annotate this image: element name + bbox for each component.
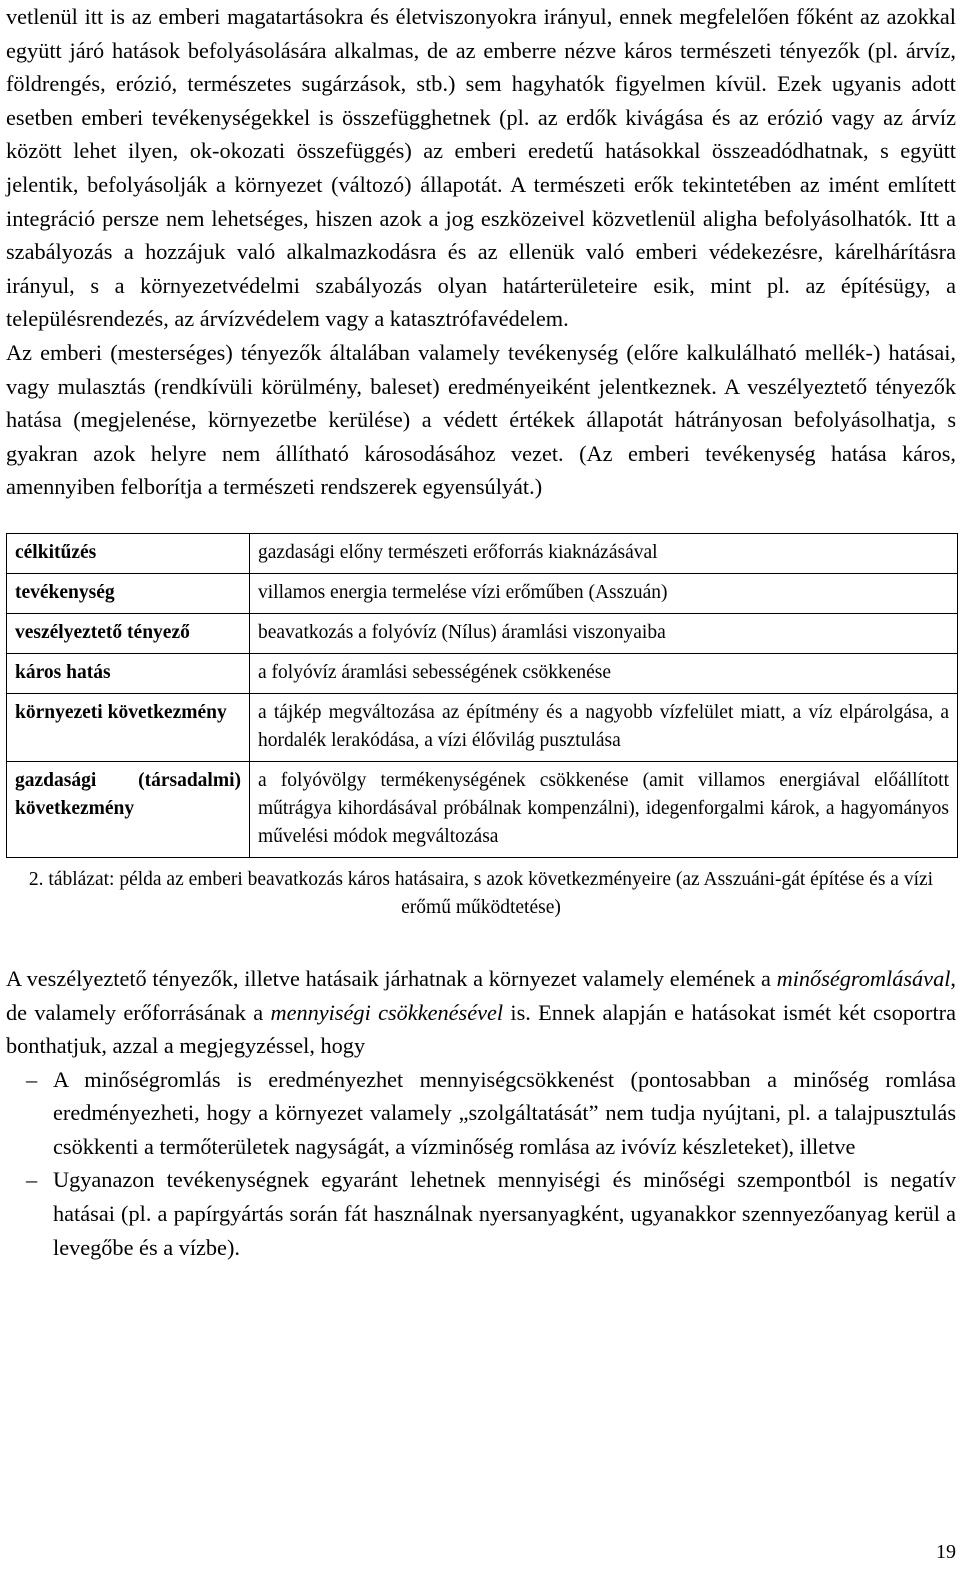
list-item-text: Ugyanazon tevékenységnek egyaránt lehetnek mennyiségi és minőségi szempontból is negatív hatásai (pl. a papírgyártás során fát használnak nyersanyagként, ugyanakkor szennyezőanyag kerül a levegőbe és a vízbe). [53,1167,956,1260]
paragraph-2: Az emberi (mesterséges) tényezők általában valamely tevékenység (előre kalkulálható mellék-) hatásai, vagy mulasztás (rendkívüli körülmény, baleset) eredményeiként jelentkeznek. A veszélyeztető tényezők hatása (megjelenése, környezetbe kerülése) a védett értékek állapotát hátrányosan befolyásolhatja, s gyakran azok helyre nem állítható károsodásához vezet. (Az emberi tevékenység hatása káros, amennyiben felborítja a természeti rendszerek egyensúlyát.) [6,339,956,500]
table-caption: 2. táblázat: példa az emberi beavatkozás káros hatásaira, s azok következményeire (az Asszuáni-gát építése és a vízi erőmű működtetése) [28,868,934,918]
dash-bullet-icon: – [26,1066,38,1092]
row-value-cell: gazdasági előny természeti erőforrás kiaknázásával [250,533,958,573]
row-value-cell: a folyóvölgy termékenységének csökkenése (amit villamos energiával előállított műtrágya kihordásával próbálnak kompenzálni), idegenforgalmi károk, a hagyományos művelési módok megváltozása [250,761,958,857]
row-value-cell: a folyóvíz áramlási sebességének csökkenése [250,653,958,693]
dash-bullet-icon: – [26,1167,38,1193]
table-row [7,693,958,761]
row-value-cell: beavatkozás a folyóvíz (Nílus) áramlási viszonyaiba [250,613,958,653]
example-table-wrapper [6,533,956,922]
paragraph-3 [6,962,956,1063]
row-key-cell: veszélyeztető tényező [7,613,250,653]
page-number: 19 [936,1541,956,1563]
row-key-cell: tevékenység [7,573,250,613]
table-row [7,761,958,857]
row-value-cell: villamos energia termelése vízi erőműben (Asszuán) [250,573,958,613]
table-row [7,653,958,693]
emphasis-quantity-reduction: mennyiségi csökkenésével [270,999,504,1025]
paragraph-3-part-b: , de valamely erőforrásának a [6,965,956,1025]
row-key-cell: gazdasági (társadalmi) következmény [7,761,250,857]
table-row [7,533,958,573]
paragraph-3-part-c: is. Ennek alapján e hatásokat ismét két csoportra bonthatjuk, azzal a megjegyzéssel, hogy [6,999,956,1059]
paragraph-3-part-a: A veszélyeztető tényezők, illetve hatásaik járhatnak a környezet valamely elemének a [6,965,777,991]
paragraph-1: vetlenül itt is az emberi magatartásokra és életviszonyokra irányul, ennek megfelelően főként az azokkal együtt járó hatások befolyásolására alkalmas, de az emberre nézve káros természeti tényezők (pl. árvíz, földrengés, erózió, természetes sugárzások, stb.) sem hagyhatók figyelmen kívül. Ezek ugyanis adott esetben emberi tevékenységekkel is összefügghetnek (pl. az erdők kivágása és az erózió vagy az árvíz között lehet ilyen, ok-okozati összefüggés) az emberi eredetű hatásokkal összeadódhatnak, s együtt jelentik, befolyásolják a környezet (változó) állapotát. A természeti erők tekintetében az imént említett integráció persze nem lehetséges, hiszen azok a jog eszközeivel közvetlenül aligha befolyásolhatók. Itt a szabályozás a hozzájuk való alkalmazkodásra és az ellenük való emberi védekezésre, kárelhárításra irányul, s a környezetvédelmi szabályozás olyan határterületeire esik, mint pl. az építésügy, a településrendezés, az árvízvédelem vagy a katasztrófavédelem. [6,4,956,332]
list-item-text: A minőségromlás is eredményezhet mennyiségcsökkenést (pontosabban a minőség romlása eredményezheti, hogy a környezet valamely „szolgáltatását” nem tudja nyújtani, pl. a talajpusztulás csökkenti a termőterületek nagyságát, a vízminőség romlása az ivóvíz készleteket), illetve [53,1066,956,1159]
row-key-cell: káros hatás [7,653,250,693]
table-row [7,613,958,653]
row-value-cell: a tájkép megváltozása az építmény és a nagyobb vízfelület miatt, a víz elpárolgása, a hordalék lerakódása, a vízi élővilág pusztulása [250,693,958,761]
emphasis-quality-degradation: minőségromlásával [776,965,951,991]
document-page [6,0,956,1264]
dash-list [6,1063,956,1265]
list-item [6,1063,956,1164]
row-key-cell: célkitűzés [7,533,250,573]
table-row [7,573,958,613]
impact-example-table [6,533,958,858]
row-key-cell: környezeti következmény [7,693,250,761]
list-item [6,1163,956,1264]
